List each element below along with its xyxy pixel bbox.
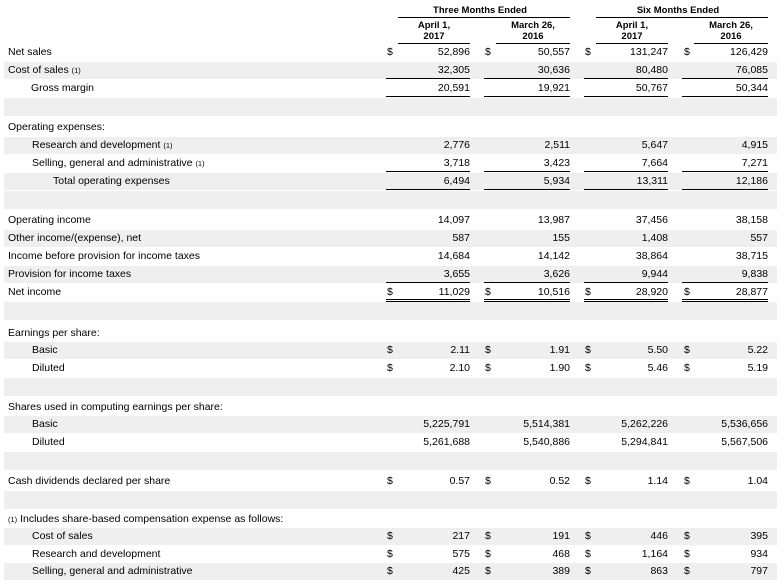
- value-cell: 9,838: [741, 268, 768, 280]
- value-cell: 5,934: [543, 175, 570, 187]
- group-header-rule: [398, 17, 570, 18]
- value-cell: 217: [452, 530, 470, 542]
- value-cell: 38,864: [635, 250, 668, 262]
- value-cell: 126,429: [730, 46, 768, 58]
- row-label-text: Net income: [8, 286, 62, 298]
- row-label-text: Cost of sales: [32, 530, 93, 542]
- currency-symbol: $: [387, 362, 393, 374]
- value-cell: 5.50: [647, 344, 668, 356]
- row-label: [8, 475, 170, 487]
- value-cell: 5,261,688: [423, 436, 470, 448]
- currency-symbol: $: [585, 344, 591, 356]
- footnote-marker: (1): [195, 159, 205, 168]
- value-cell: 797: [750, 565, 768, 577]
- row-label-text: Earnings per share:: [8, 327, 100, 339]
- total-double-rule: [584, 299, 668, 302]
- footnote-marker: (1): [71, 66, 81, 75]
- column-header: March 26, 2016: [709, 20, 753, 42]
- value-cell: 155: [552, 232, 570, 244]
- value-cell: 32,305: [437, 64, 470, 76]
- statement-row: [4, 44, 777, 61]
- subtotal-rule: [682, 78, 768, 79]
- statement-row: [4, 528, 777, 545]
- value-cell: 38,715: [735, 250, 768, 262]
- statement-row: [4, 266, 777, 283]
- row-label: [8, 232, 141, 244]
- value-cell: 5,294,841: [621, 436, 668, 448]
- value-cell: 5.22: [747, 344, 768, 356]
- statement-row: [4, 360, 777, 377]
- row-label: [8, 327, 100, 339]
- value-cell: 7,271: [741, 157, 768, 169]
- section-header-row: [4, 119, 777, 136]
- subtotal-rule: [386, 282, 470, 283]
- row-label: [32, 157, 205, 169]
- currency-symbol: $: [485, 530, 491, 542]
- spacer-row: [4, 491, 777, 509]
- value-cell: 1.04: [747, 475, 768, 487]
- subtotal-rule: [682, 171, 768, 172]
- subtotal-rule: [584, 78, 668, 79]
- currency-symbol: $: [485, 46, 491, 58]
- currency-symbol: $: [684, 362, 690, 374]
- section-header-row: [4, 511, 777, 528]
- currency-symbol: $: [387, 530, 393, 542]
- value-cell: 5,262,226: [621, 418, 668, 430]
- value-cell: 0.52: [549, 475, 570, 487]
- row-label-text: Total operating expenses: [53, 175, 170, 187]
- row-label-text: Operating expenses:: [8, 121, 105, 133]
- value-cell: 76,085: [735, 64, 768, 76]
- row-label: [8, 121, 105, 133]
- footnote-marker: (1): [8, 515, 18, 524]
- section-header-row: [4, 325, 777, 342]
- row-label: [8, 46, 52, 58]
- row-label-text: Includes share-based compensation expense as follows:: [20, 513, 284, 525]
- statement-row: [4, 434, 777, 451]
- value-cell: 1,164: [641, 548, 668, 560]
- value-cell: 2,511: [544, 139, 570, 151]
- row-label: [32, 565, 193, 577]
- statement-row: [4, 563, 777, 580]
- group-header-six-months: Six Months Ended: [636, 5, 720, 16]
- row-label-text: Basic: [32, 418, 58, 430]
- value-cell: 3,626: [543, 268, 570, 280]
- subtotal-rule: [584, 189, 668, 190]
- row-label: [31, 82, 94, 94]
- subtotal-rule: [484, 189, 570, 190]
- value-cell: 5,540,886: [523, 436, 570, 448]
- row-label: [8, 214, 91, 226]
- row-label-text: Net sales: [8, 46, 52, 58]
- subtotal-rule: [386, 189, 470, 190]
- statement-row: [4, 342, 777, 359]
- value-cell: 11,029: [438, 286, 470, 298]
- total-double-rule: [386, 299, 470, 302]
- value-cell: 5,567,506: [721, 436, 768, 448]
- currency-symbol: $: [585, 565, 591, 577]
- section-header-row: [4, 399, 777, 416]
- value-cell: 5,536,656: [721, 418, 768, 430]
- subtotal-rule: [584, 96, 668, 97]
- row-label-text: Research and development: [32, 548, 161, 560]
- subtotal-rule: [484, 171, 570, 172]
- subtotal-rule: [682, 282, 768, 283]
- total-double-rule: [682, 299, 768, 302]
- value-cell: 587: [452, 232, 470, 244]
- value-cell: 395: [750, 530, 768, 542]
- statement-row: [4, 173, 777, 190]
- value-cell: 389: [552, 565, 570, 577]
- row-label: [32, 139, 173, 151]
- value-cell: 52,896: [437, 46, 470, 58]
- statement-row: [4, 62, 777, 79]
- subtotal-rule: [484, 282, 570, 283]
- value-cell: 50,767: [635, 82, 668, 94]
- footnote-marker: (1): [163, 141, 173, 150]
- currency-symbol: $: [485, 344, 491, 356]
- value-cell: 28,920: [635, 286, 668, 298]
- row-label-text: Cash dividends declared per share: [8, 475, 171, 487]
- row-label-text: Cost of sales: [8, 64, 69, 76]
- statement-row: [4, 212, 777, 229]
- spacer-row: [4, 302, 777, 320]
- value-cell: 4,915: [741, 139, 768, 151]
- value-cell: 38,158: [735, 214, 768, 226]
- value-cell: 2.10: [449, 362, 470, 374]
- column-header: April 1, 2017: [417, 20, 451, 42]
- spacer-row: [4, 378, 777, 396]
- row-label-text: Provision for income taxes: [8, 268, 132, 280]
- row-label-text: Gross margin: [31, 82, 95, 94]
- value-cell: 3,718: [443, 157, 470, 169]
- statement-row: [4, 473, 777, 490]
- currency-symbol: $: [387, 46, 393, 58]
- statement-row: [4, 137, 777, 154]
- value-cell: 37,456: [635, 214, 668, 226]
- value-cell: 3,655: [443, 268, 470, 280]
- value-cell: 50,344: [735, 82, 768, 94]
- row-label: [8, 401, 223, 413]
- currency-symbol: $: [684, 46, 690, 58]
- row-label: [32, 530, 93, 542]
- statement-row: [4, 248, 777, 265]
- value-cell: 0.57: [449, 475, 470, 487]
- currency-symbol: $: [387, 565, 393, 577]
- group-header-three-months: Three Months Ended: [433, 5, 527, 16]
- statement-row: [4, 80, 777, 97]
- value-cell: 9,944: [641, 268, 668, 280]
- value-cell: 2,776: [443, 139, 470, 151]
- row-label: [8, 513, 283, 525]
- total-double-rule: [484, 299, 570, 302]
- value-cell: 1.14: [647, 475, 668, 487]
- value-cell: 13,311: [636, 175, 668, 187]
- row-label: [32, 436, 65, 448]
- currency-symbol: $: [684, 344, 690, 356]
- row-label: [32, 548, 160, 560]
- row-label-text: Income before provision for income taxes: [8, 250, 201, 262]
- subtotal-rule: [682, 96, 768, 97]
- spacer-row: [4, 452, 777, 470]
- subtotal-rule: [484, 78, 570, 79]
- value-cell: 1.90: [549, 362, 570, 374]
- value-cell: 468: [552, 548, 570, 560]
- row-label: [8, 64, 81, 76]
- currency-symbol: $: [485, 362, 491, 374]
- currency-symbol: $: [585, 46, 591, 58]
- value-cell: 1.91: [549, 344, 570, 356]
- currency-symbol: $: [387, 475, 393, 487]
- currency-symbol: $: [485, 475, 491, 487]
- value-cell: 191: [552, 530, 570, 542]
- row-label-text: Other income/(expense), net: [8, 232, 142, 244]
- row-label-text: Operating income: [8, 214, 91, 226]
- currency-symbol: $: [684, 565, 690, 577]
- value-cell: 80,480: [635, 64, 668, 76]
- value-cell: 5,514,381: [523, 418, 570, 430]
- group-header-rule: [596, 17, 768, 18]
- currency-symbol: $: [585, 286, 591, 298]
- value-cell: 5,647: [641, 139, 668, 151]
- value-cell: 28,877: [735, 286, 768, 298]
- value-cell: 446: [650, 530, 668, 542]
- currency-symbol: $: [585, 530, 591, 542]
- value-cell: 3,423: [543, 157, 570, 169]
- column-header: April 1, 2017: [615, 20, 649, 42]
- value-cell: 863: [650, 565, 668, 577]
- row-label: [8, 250, 200, 262]
- row-label-text: Selling, general and administrative: [32, 157, 193, 169]
- value-cell: 5.19: [747, 362, 768, 374]
- currency-symbol: $: [485, 286, 491, 298]
- value-cell: 7,664: [641, 157, 668, 169]
- value-cell: 5,225,791: [423, 418, 470, 430]
- value-cell: 2.11: [450, 344, 470, 356]
- value-cell: 131,247: [630, 46, 668, 58]
- subtotal-rule: [484, 96, 570, 97]
- value-cell: 10,516: [537, 286, 570, 298]
- row-label-text: Diluted: [32, 362, 65, 374]
- row-label: [32, 362, 65, 374]
- subtotal-rule: [584, 282, 668, 283]
- currency-symbol: $: [485, 565, 491, 577]
- statement-row: [4, 230, 777, 247]
- value-cell: 575: [452, 548, 470, 560]
- row-label: [8, 286, 61, 298]
- row-label-text: Diluted: [32, 436, 65, 448]
- currency-symbol: $: [684, 548, 690, 560]
- currency-symbol: $: [387, 344, 393, 356]
- row-label-text: Selling, general and administrative: [32, 565, 193, 577]
- value-cell: 14,097: [437, 214, 470, 226]
- value-cell: 14,142: [537, 250, 570, 262]
- column-header: March 26, 2016: [511, 20, 555, 42]
- value-cell: 30,636: [537, 64, 570, 76]
- currency-symbol: $: [585, 475, 591, 487]
- currency-symbol: $: [387, 548, 393, 560]
- statement-row: [4, 546, 777, 563]
- row-label-text: Shares used in computing earnings per share:: [8, 401, 223, 413]
- spacer-row: [4, 191, 777, 209]
- value-cell: 20,591: [437, 82, 470, 94]
- currency-symbol: $: [684, 286, 690, 298]
- currency-symbol: $: [387, 286, 393, 298]
- value-cell: 50,557: [537, 46, 570, 58]
- row-label: [32, 418, 58, 430]
- value-cell: 5.46: [647, 362, 668, 374]
- value-cell: 557: [750, 232, 768, 244]
- spacer-row: [4, 98, 777, 116]
- subtotal-rule: [386, 171, 470, 172]
- subtotal-rule: [584, 171, 668, 172]
- row-label-text: Research and development: [32, 139, 161, 151]
- value-cell: 934: [750, 548, 768, 560]
- subtotal-rule: [682, 189, 768, 190]
- statement-row: [4, 416, 777, 433]
- value-cell: 1,408: [641, 232, 668, 244]
- value-cell: 19,921: [537, 82, 570, 94]
- row-label: [8, 268, 131, 280]
- value-cell: 13,987: [537, 214, 570, 226]
- currency-symbol: $: [585, 362, 591, 374]
- row-label: [32, 344, 58, 356]
- currency-symbol: $: [684, 475, 690, 487]
- value-cell: 14,684: [437, 250, 470, 262]
- row-label-text: Basic: [32, 344, 58, 356]
- subtotal-rule: [386, 78, 470, 79]
- currency-symbol: $: [585, 548, 591, 560]
- currency-symbol: $: [684, 530, 690, 542]
- value-cell: 425: [452, 565, 470, 577]
- currency-symbol: $: [485, 548, 491, 560]
- value-cell: 12,186: [735, 175, 768, 187]
- statement-row: [4, 155, 777, 172]
- row-label: [53, 175, 170, 187]
- subtotal-rule: [386, 96, 470, 97]
- value-cell: 6,494: [443, 175, 470, 187]
